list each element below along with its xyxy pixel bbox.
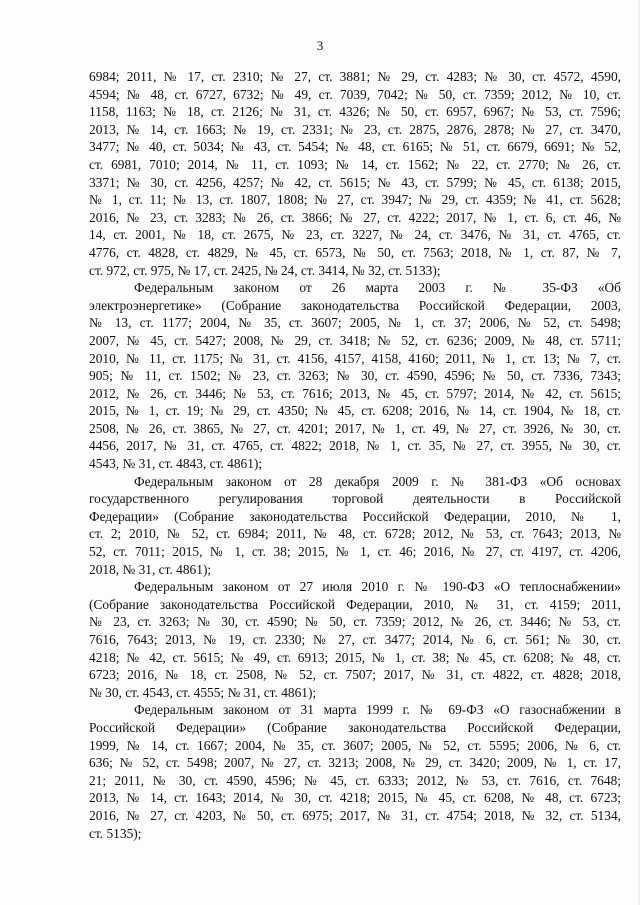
paragraph-first-line: Федеральным законом от 31 марта 1999 г. № 69-ФЗ «О газоснабжении в [134,702,621,718]
text-line: 2012, № 26, ст. 3446; № 53, ст. 7616; 2013, № 45, ст. 5797; 2014, № 42, ст. 5615; [89,385,621,401]
text-line: 6984; 2011, № 17, ст. 2310; № 27, ст. 3881; № 29, ст. 4283; № 30, ст. 4572, 4590, [89,69,621,84]
text-line: 1999, № 14, ст. 1667; 2004, № 35, ст. 3607; 2005, № 52, ст. 5595; 2006, № 6, ст. [89,737,621,753]
text-line: 2015, № 1, ст. 19; № 29, ст. 4350; № 45, ст. 6208; 2016, № 14, ст. 1904, № 18, ст. [89,403,621,419]
text-line: ст. 6981, 7010; 2014, № 11, ст. 1093; № 14, ст. 1562; № 22, ст. 2770; № 26, ст. [89,156,621,172]
text-line: 3371; № 30, ст. 4256, 4257; № 42, ст. 5615; № 43, ст. 5799; № 45, ст. 6138; 2015, [89,174,621,190]
text-line: (Собрание законодательства Российской Федерации, 2010, № 31, ст. 4159; 2011, [89,596,621,612]
text-line: 2013, № 14, ст. 1643; 2014, № 30, ст. 4218; 2015, № 45, ст. 6208, № 48, ст. 6723; [89,790,621,806]
text-line: 2016, № 23, ст. 3283; № 26, ст. 3866; № 27, ст. 4222; 2017, № 1, ст. 6, ст. 46, № [89,209,621,225]
text-line: 4456, 2017, № 31, ст. 4765, ст. 4822; 2018, № 1, ст. 35, № 27, ст. 3955, № 30, ст. [89,438,621,454]
text-line: 636; № 52, ст. 5498; 2007, № 27, ст. 3213; 2008, № 29, ст. 3420; 2009, № 1, ст. 17, [89,755,621,771]
text-line: государственного регулирования торговой деятельности в Российской [89,491,621,507]
text-line: ст. 972, ст. 975, № 17, ст. 2425, № 24, ст. 3414, № 32, ст. 5133); [89,262,441,278]
text-line: 905; № 11, ст. 1502; № 23, ст. 3263; № 30, ст. 4590, 4596; № 50, ст. 7336, 7343; [89,368,621,384]
text-line: № 1, ст. 11; № 13, ст. 1807, 1808; № 27, ст. 3947; № 29, ст. 4359; № 41, ст. 5628; [89,192,621,208]
text-line: 2007, № 45, ст. 5427; 2008, № 29, ст. 3418; № 52, ст. 6236; 2009, № 48, ст. 5711; [89,332,621,348]
text-line: ст. 2; 2010, № 52, ст. 6984; 2011, № 48, ст. 6728; 2012, № 53, ст. 7643; 2013, № [89,526,621,542]
text-line: 2010, № 11, ст. 1175; № 31, ст. 4156, 4157, 4158, 4160; 2011, № 1, ст. 13; № 7, ст. [89,350,621,366]
text-line: 6723; 2016, № 18, ст. 2508, № 52, ст. 7507; 2017, № 31, ст. 4822, ст. 4828; 2018, [89,667,621,683]
text-line: 7616, 7643; 2013, № 19, ст. 2330; № 27, ст. 3477; 2014, № 6, ст. 561; № 30, ст. [89,632,621,647]
text-line: 4776, ст. 4828, ст. 4829, № 45, ст. 6573, № 50, ст. 7563; 2018, № 1, ст. 87, № 7, [89,244,621,260]
text-line: 2013, № 14, ст. 1663; № 19, ст. 2331; № 23, ст. 2875, 2876, 2878; № 27, ст. 3470, [89,121,621,137]
text-line: № 13, ст. 1177; 2004, № 35, ст. 3607; 2005, № 1, ст. 37; 2006, № 52, ст. 5498; [89,315,621,331]
text-line: ст. 5135); [89,825,142,841]
text-line: Российской Федерации» (Собрание законодательства Российской Федерации, [89,719,621,735]
text-line: 2016, № 27, ст. 4203, № 50, ст. 6975; 2017, № 31, ст. 4754; 2018, № 32, ст. 5134, [89,807,621,823]
text-line: электроэнергетике» (Собрание законодательства Российской Федерации, 2003, [89,297,621,313]
text-line: 14, ст. 2001, № 18, ст. 2675, № 23, ст. 3227, № 24, ст. 3476, № 31, ст. 4765, ст. [89,227,621,243]
paragraph-first-line: Федеральным законом от 27 июля 2010 г. № 190-ФЗ «О теплоснабжении» [134,579,621,595]
page-number: 3 [316,38,324,53]
text-line: 2018, № 31, ст. 4861); [89,561,212,577]
text-line: 21; 2011, № 30, ст. 4590, 4596; № 45, ст. 6333; 2012, № 53, ст. 7616, ст. 7648; [89,772,621,788]
text-line: 4594; № 48, ст. 6727, 6732; № 49, ст. 7039, 7042; № 50, ст. 7359; 2012, № 10, ст. [89,86,621,102]
text-line: 3477; № 40, ст. 5034; № 43, ст. 5454; № 48, ст. 6165; № 51, ст. 6679, 6691; № 52, [89,139,621,155]
text-line: 2508, № 26, ст. 3865, № 27, ст. 4201; 2017, № 1, ст. 49, № 27, ст. 3926, № 30, ст. [89,420,621,436]
text-line: 52, ст. 7011; 2015, № 1, ст. 38; 2015, № 1, ст. 46; 2016, № 27, ст. 4197, ст. 4206, [89,544,621,560]
text-line: 4543, № 31, ст. 4843, ст. 4861); [89,456,263,472]
text-line: № 23, ст. 3263; № 30, ст. 4590; № 50, ст. 7359; 2012, № 26, ст. 3446; № 53, ст. [89,614,621,630]
document-body [89,68,621,842]
text-line: № 30, ст. 4543, ст. 4555; № 31, ст. 4861); [89,684,317,700]
text-line: 4218; № 42, ст. 5615; № 49, ст. 6913; 2015, № 1, ст. 38; № 45, ст. 6208; № 48, ст. [89,649,621,665]
text-line: Федерации» (Собрание законодательства Российской Федерации, 2010, № 1, [89,508,621,524]
paragraph-first-line: Федеральным законом от 26 марта 2003 г. № 35-ФЗ «Об [134,280,621,296]
paragraph-first-line: Федеральным законом от 28 декабря 2009 г. № 381-ФЗ «Об основах [134,473,621,489]
text-line: 1158, 1163; № 18, ст. 2126; № 31, ст. 4326; № 50, ст. 6957, 6967; № 53, ст. 7596; [89,104,621,120]
